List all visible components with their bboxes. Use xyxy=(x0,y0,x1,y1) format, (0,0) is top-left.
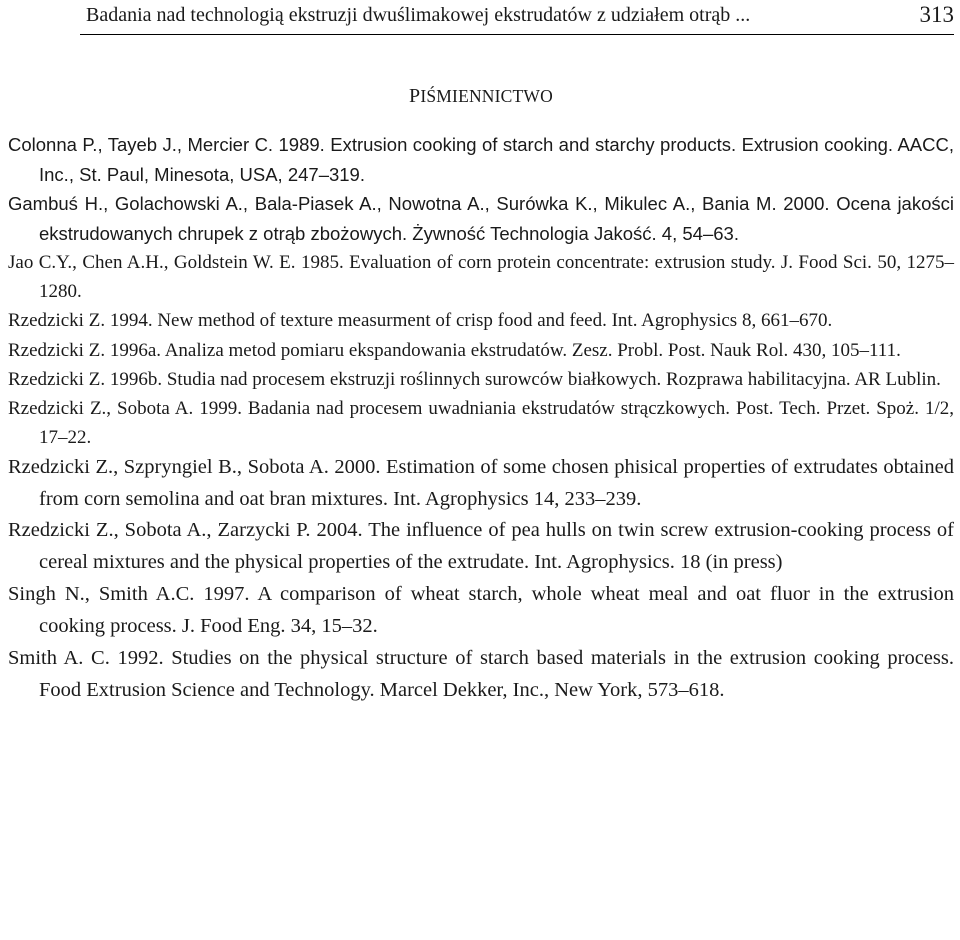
page-number: 313 xyxy=(919,2,954,27)
document-page xyxy=(8,0,954,940)
reference-item: Colonna P., Tayeb J., Mercier C. 1989. Extrusion cooking of starch and starchy products. Extrusion cooking. AACC, Inc., St. Paul, Minesota, USA, 247–319. xyxy=(8,134,954,185)
section-title-rest: IŚMIENNICTWO xyxy=(420,86,553,106)
reference-list xyxy=(8,130,954,706)
reference-item: Gambuś H., Golachowski A., Bala-Piasek A., Nowotna A., Surówka K., Mikulec A., Bania M. 2000. Ocena jakości ekstrudowanych chrupek z otrąb zbożowych. Żywność Technologia Jakość. 4, 54–63. xyxy=(8,193,954,244)
running-title: Badania nad technologią ekstruzji dwuślimakowej ekstrudatów z udziałem otrąb ... xyxy=(86,4,751,26)
reference-item: Rzedzicki Z., Sobota A. 1999. Badania nad procesem uwadniania ekstrudatów strączkowych. Post. Tech. Przet. Spoż. 1/2, 17–22. xyxy=(8,398,954,449)
section-title-first-letter: P xyxy=(409,85,421,107)
reference-item: Jao C.Y., Chen A.H., Goldstein W. E. 1985. Evaluation of corn protein concentrate: extrusion study. J. Food Sci. 50, 1275–1280. xyxy=(8,252,954,303)
reference-item: Rzedzicki Z. 1996a. Analiza metod pomiaru ekspandowania ekstrudatów. Zesz. Probl. Post. Nauk Rol. 430, 105–111. xyxy=(8,339,901,361)
reference-item: Rzedzicki Z. 1996b. Studia nad procesem ekstruzji roślinnych surowców białkowych. Rozprawa habilitacyjna. AR Lublin. xyxy=(8,368,941,390)
running-header xyxy=(80,0,954,35)
reference-item: Singh N., Smith A.C. 1997. A comparison of wheat starch, whole wheat meal and oat fluor in the extrusion cooking process. J. Food Eng. 34, 15–32. xyxy=(8,583,954,638)
section-title xyxy=(8,85,954,108)
reference-item: Rzedzicki Z., Sobota A., Zarzycki P. 2004. The influence of pea hulls on twin screw extrusion-cooking process of cereal mixtures and the physical properties of the extrudate. Int. Agrophysics. 18 (in press) xyxy=(8,519,954,573)
reference-item: Rzedzicki Z. 1994. New method of texture measurment of crisp food and feed. Int. Agrophysics 8, 661–670. xyxy=(8,310,833,332)
reference-item: Rzedzicki Z., Szpryngiel B., Sobota A. 2000. Estimation of some chosen phisical properties of extrudates obtained from corn semolina and oat bran mixtures. Int. Agrophysics 14, 233–239. xyxy=(8,456,954,510)
reference-item: Smith A. C. 1992. Studies on the physical structure of starch based materials in the extrusion cooking process. Food Extrusion Science and Technology. Marcel Dekker, Inc., New York, 573–618. xyxy=(8,647,954,702)
